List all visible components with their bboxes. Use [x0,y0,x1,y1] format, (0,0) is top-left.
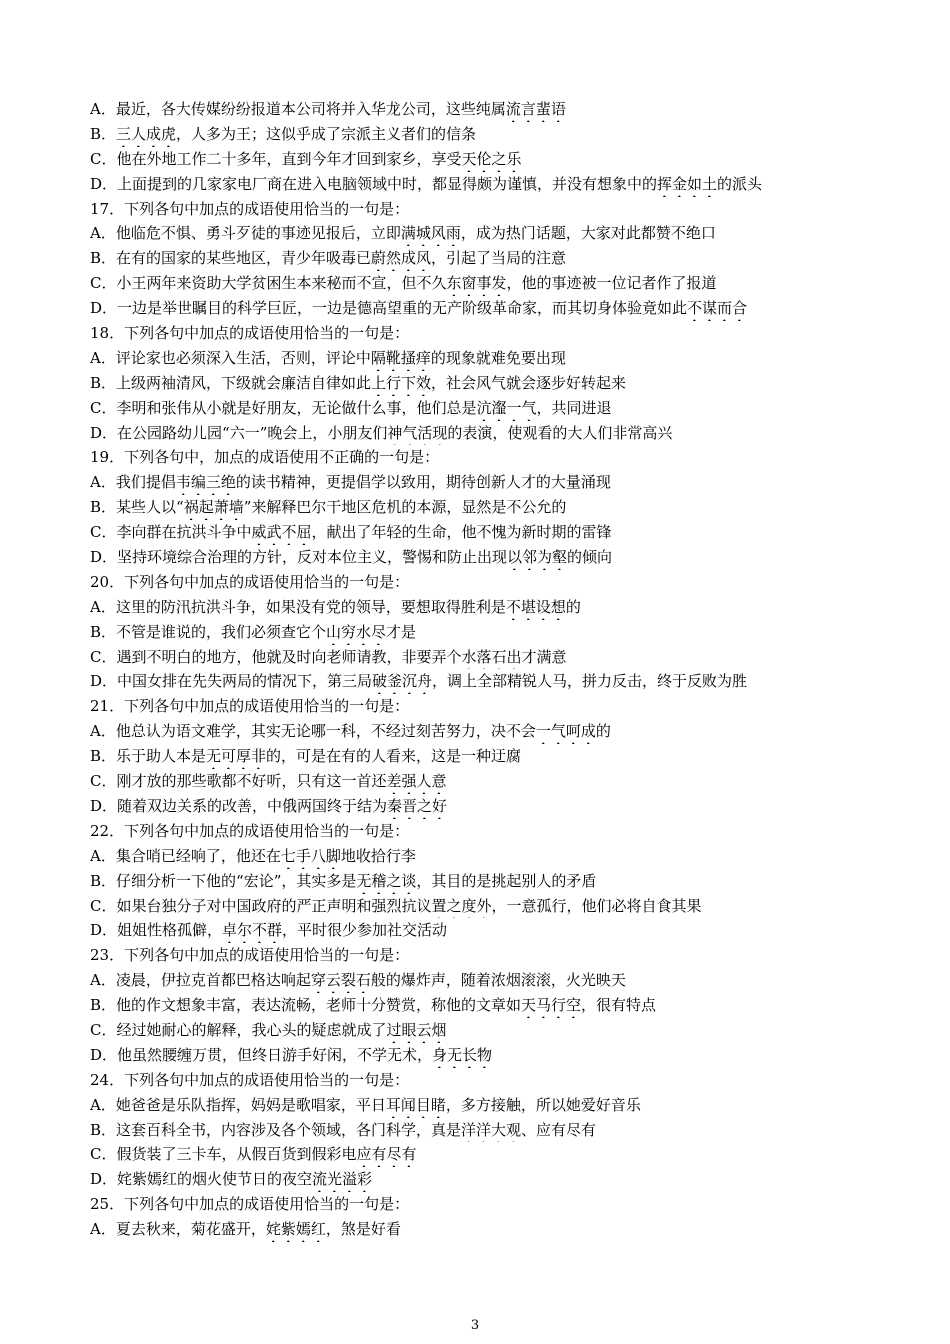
text-segment: 17．下列各句中加点的成语使用恰当的一句是： [90,199,410,218]
text-segment: ，成为热门话题，大家对此都赞不绝口 [460,224,716,243]
answer-option [90,1018,920,1043]
text-segment: C．如果台独分子对中国政府的严正声明和强烈抗议 [90,896,432,915]
text-segment: ，很有特点 [581,996,657,1015]
text-segment: 23．下列各句中加点的成语使用恰当的一句是： [90,946,410,965]
answer-option [90,296,920,321]
answer-option [90,968,920,993]
text-segment: ”来解释巴尔干地区危机的本源，显然是不公允的 [243,498,567,517]
text-segment: 的表演，使观看的大人们非常高兴 [447,423,673,442]
text-segment: 才是 [386,622,417,641]
emphasized-idiom: 流言蜚语 [505,100,566,118]
text-segment: 的现象就难免要出现 [430,348,566,367]
text-segment: 20．下列各句中加点的成语使用恰当的一句是： [90,572,410,591]
emphasized-idiom: 不谋而合 [687,299,748,318]
text-segment: 22．下列各句中加点的成语使用恰当的一句是： [90,821,410,840]
text-segment: C．小王两年来资助大学贫困生本来秘而不宣，但不久 [90,274,447,293]
text-segment: C．他在外地工作二十多年，直到今年才回到家乡，享受 [90,149,462,168]
answer-option [90,221,920,246]
text-segment: A．他临危不惧、勇斗歹徒的事迹见报后，立即 [90,224,401,243]
answer-option [90,1043,920,1068]
text-segment: ，人多为王；这似乎成了宗派主义者们的信条 [176,124,477,143]
text-segment: 18．下列各句中加点的成语使用恰当的一句是： [90,324,410,343]
text-segment: 的派头 [717,174,763,193]
text-segment: 般的爆炸声，随着浓烟滚滚，火光映天 [370,971,626,990]
answer-option [90,869,920,894]
text-segment: B．他的作文想象丰富，表达流畅，老师十分赞赏，称他的文章如 [90,996,522,1015]
answer-option [90,894,920,919]
text-segment: 地收拾行李 [340,846,416,865]
question-stem [90,694,920,719]
answer-option [90,97,920,122]
answer-option [90,769,920,794]
answer-option [90,396,920,421]
text-segment: 19．下列各句中，加点的成语使用不正确的一句是： [90,448,440,467]
text-segment: D．在公园路幼儿园“六一”晚会上，小朋友们 [90,423,388,442]
text-segment: ，献出了年轻的生命，他不愧为新时期的雷锋 [311,523,612,542]
answer-option [90,172,920,197]
text-segment: B．乐于助人本是 [90,747,207,766]
text-segment: 的 [595,722,611,741]
emphasized-idiom: 山穷水尽 [326,622,387,641]
text-segment: A．评论家也必须深入生活，否则，评论中 [90,348,371,367]
answer-option [90,470,920,495]
emphasized-idiom: 隔靴搔痒 [370,348,431,367]
text-segment: C．遇到不明白的地方，他就及时向老师请教，非要弄个 [90,647,462,666]
answer-option [90,1093,920,1118]
emphasized-idiom: 蔚然成风 [371,249,432,268]
emphasized-idiom: 无稽之谈 [356,871,417,890]
emphasized-idiom: 沆瀣一气 [476,398,537,417]
answer-option [90,1118,920,1143]
emphasized-idiom: 洋洋大观 [461,1120,522,1139]
answer-option [90,371,920,396]
emphasized-idiom: 威武不屈 [251,523,312,542]
emphasized-idiom: 无可厚非 [206,747,267,766]
text-segment: ，引起了当局的注意 [431,249,567,268]
text-segment: 的倾向 [567,548,613,567]
text-segment: 才满意 [521,647,567,666]
answer-option [90,495,920,520]
answer-option [90,1167,920,1192]
emphasized-idiom: 一气呵成 [535,722,596,741]
emphasized-idiom: 祸起萧墙 [183,498,244,517]
emphasized-idiom: 差强人意 [386,772,447,791]
emphasized-idiom: 置之度外 [431,896,492,915]
answer-option [90,246,920,271]
text-segment: D．中国女排在先失两局的情况下，第三局 [90,672,373,691]
answer-option [90,620,920,645]
emphasized-idiom: 耳闻目睹 [385,1095,446,1114]
text-segment: D．姹紫嫣红的烟火使节日的夜空 [90,1170,313,1189]
text-segment: A．凌晨，伊拉克首都巴格达响起 [90,971,311,990]
text-segment: 21．下列各句中加点的成语使用恰当的一句是： [90,697,410,716]
emphasized-idiom: 过眼云烟 [386,1020,447,1039]
answer-option [90,918,920,943]
text-segment: A．他总认为语文难学，其实无论哪一科，不经过刻苦努力，决不会 [90,722,536,741]
answer-option [90,520,920,545]
answer-option [90,346,920,371]
text-segment: B．在有的国家的某些地区，青少年吸毒已 [90,249,372,268]
emphasized-idiom: 上行下效 [371,373,432,392]
emphasized-idiom: 秦晋之好 [387,796,448,815]
text-segment: B．仔细分析一下他的“宏论”，其实多是 [90,871,357,890]
answer-option [90,545,920,570]
question-stem [90,819,920,844]
text-segment: ，他的事迹被一位记者作了报道 [506,274,717,293]
answer-option [90,794,920,819]
text-segment: 、应有尽有 [521,1120,597,1139]
emphasized-idiom: 流光溢彩 [312,1170,373,1189]
answer-option [90,993,920,1018]
text-segment: B．某些人以“ [90,498,184,517]
emphasized-idiom: 姹紫嫣红 [265,1220,326,1239]
emphasized-idiom: 应有尽有 [356,1145,417,1164]
emphasized-idiom: 穿云裂石 [310,971,371,990]
question-stem [90,1068,920,1093]
question-stem [90,943,920,968]
answer-option [90,147,920,172]
answer-option [90,719,920,744]
answer-option [90,844,920,869]
text-segment: D．姐姐性格孤僻， [90,921,223,940]
text-segment: D．坚持环境综合治理的方针，反对本位主义，警惕和防止出现 [90,548,508,567]
text-segment: ，社会风气就会逐步好转起来 [431,373,627,392]
emphasized-idiom: 满城风雨 [400,224,461,243]
text-segment: 的，可是在有的人看来，这是一种迂腐 [266,747,522,766]
answer-option [90,271,920,296]
text-segment: ，多方接触，所以她爱好音乐 [445,1095,641,1114]
text-segment: ，其目的是挑起别人的矛盾 [416,871,597,890]
text-segment: B．上级两袖清风，下级就会廉洁自律如此 [90,373,372,392]
answer-option [90,421,920,446]
text-segment: D．一边是举世瞩目的科学巨匠，一边是德高望重的无产阶级革命家，而其切身体验竟如此 [90,299,688,318]
text-segment: C．经过她耐心的解释，我心头的疑虑就成了 [90,1020,387,1039]
answer-option [90,595,920,620]
emphasized-idiom: 不堪设想 [505,597,566,616]
emphasized-idiom: 身无长物 [432,1045,493,1064]
text-segment: ，平时很少参加社交活动 [282,921,448,940]
emphasized-idiom: 水落石出 [461,647,522,666]
text-segment: B．不管是谁说的，我们必须查它个 [90,622,327,641]
emphasized-idiom: 以邻为壑 [507,548,568,567]
text-segment: D．随着双边关系的改善，中俄两国终于结为 [90,796,388,815]
page-number: 3 [470,1318,480,1333]
text-segment: ，一意孤行，他们必将自食其果 [491,896,702,915]
text-segment: B．这套百科全书，内容涉及各个领域，各门科学，真是 [90,1120,462,1139]
emphasized-idiom: 天马行空 [521,996,582,1015]
document-body [90,97,920,1242]
question-stem [90,321,920,346]
text-segment: A．她爸爸是乐队指挥，妈妈是歌唱家，平日 [90,1095,386,1114]
text-segment: ，调上全部精锐人马，拼力反击，终于反败为胜 [432,672,748,691]
text-segment: A．最近，各大传媒纷纷报道本公司将并入华龙公司，这些纯属 [90,100,506,118]
answer-option [90,669,920,694]
emphasized-idiom: 挥金如土 [657,174,718,193]
question-stem [90,570,920,595]
emphasized-idiom: 天伦之乐 [461,149,522,168]
emphasized-idiom: 三人成虎 [116,124,177,143]
text-segment: ，共同进退 [536,398,612,417]
emphasized-idiom: 东窗事发 [446,274,507,293]
text-segment: A．集合哨已经响了，他还在 [90,846,281,865]
answer-option [90,122,920,147]
text-segment: A．这里的防汛抗洪斗争，如果没有党的领导，要想取得胜利是 [90,597,506,616]
emphasized-idiom: 卓尔不群 [222,921,283,940]
text-segment: B． [90,124,117,143]
text-segment: D．上面提到的几家家电厂商在进入电脑领域中时，都显得颇为谨慎，并没有想象中的 [90,174,658,193]
question-stem [90,1192,920,1217]
emphasized-idiom: 神气活现 [387,423,448,442]
text-segment: A．我们提倡 [90,473,176,492]
text-segment: 24．下列各句中加点的成语使用恰当的一句是： [90,1070,410,1089]
question-stem [90,445,920,470]
answer-option [90,1142,920,1167]
text-segment: 的读书精神，更提倡学以致用，期待创新人才的大量涌现 [235,473,611,492]
text-segment: 的 [565,597,581,616]
text-segment: C．刚才放的那些歌都不好听，只有这一首还 [90,772,387,791]
emphasized-idiom: 破釜沉舟 [372,672,433,691]
answer-option [90,744,920,769]
emphasized-idiom: 七手八脚 [280,846,341,865]
text-segment: C．李明和张伟从小就是好朋友，无论做什么事，他们总是 [90,398,477,417]
emphasized-idiom: 韦编三绝 [175,473,236,492]
answer-option [90,645,920,670]
answer-option [90,1217,920,1242]
text-segment: 25．下列各句中加点的成语使用恰当的一句是： [90,1195,410,1214]
text-segment: C．假货装了三卡车，从假百货到假彩电 [90,1145,357,1164]
text-segment: C．李向群在抗洪斗争中 [90,523,252,542]
question-stem [90,197,920,222]
text-segment: A．夏去秋来，菊花盛开， [90,1220,266,1239]
text-segment: D．他虽然腰缠万贯，但终日游手好闲，不学无术， [90,1045,433,1064]
text-segment: ，煞是好看 [325,1220,401,1239]
